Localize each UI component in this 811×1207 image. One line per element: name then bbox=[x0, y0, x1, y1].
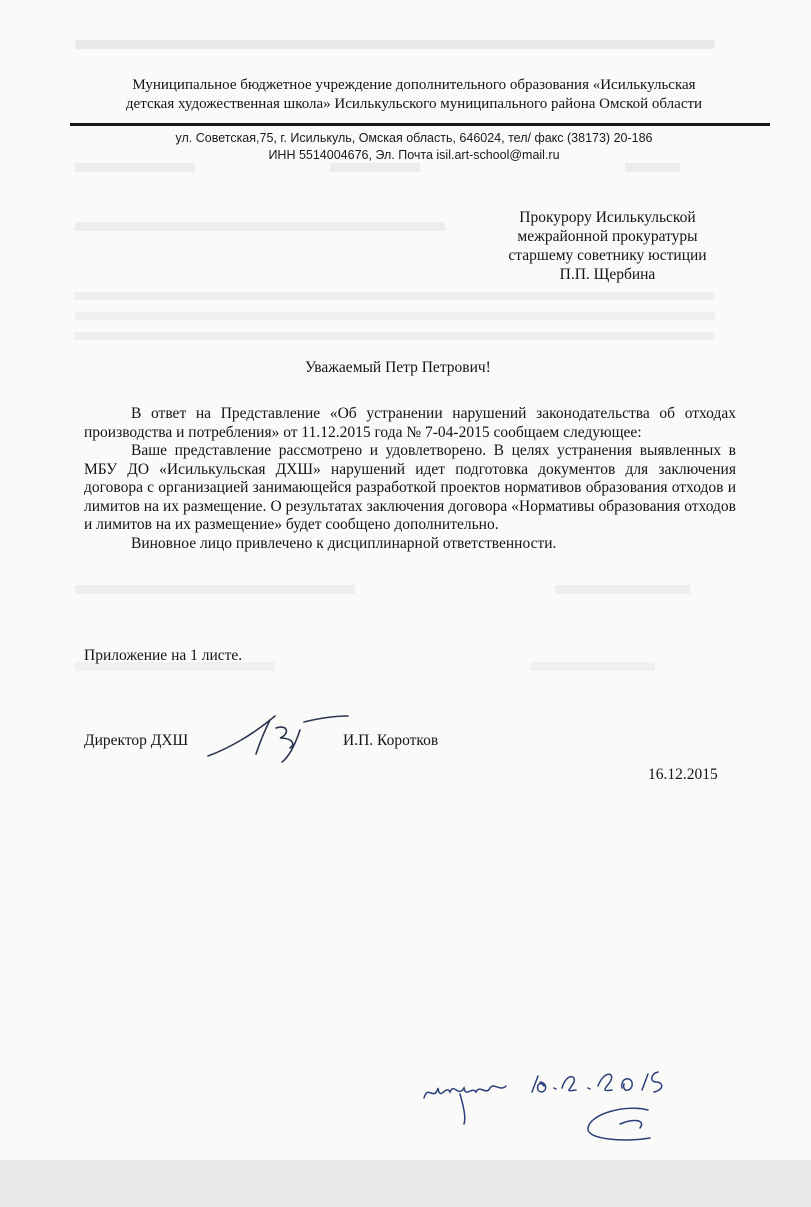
addressee-line-4: П.П. Щербина bbox=[559, 266, 656, 283]
addressee-block bbox=[470, 208, 745, 284]
institution-header bbox=[84, 76, 744, 114]
header-divider bbox=[70, 123, 770, 126]
attachment-note: Приложение на 1 листе. bbox=[84, 647, 243, 664]
signatory-role: Директор ДХШ bbox=[84, 732, 189, 749]
institution-contacts bbox=[84, 130, 744, 164]
addressee-line-3: старшему советнику юстиции bbox=[508, 247, 707, 264]
body-paragraph-3: Виновное лицо привлечено к дисциплинарной ответственности. bbox=[131, 534, 557, 552]
contacts-tax-email: ИНН 5514004676, Эл. Почта isil.art-school@mail.ru bbox=[268, 148, 560, 162]
addressee-line-1: Прокурору Исилькульской bbox=[519, 209, 696, 226]
institution-name-line-1: Муниципальное бюджетное учреждение дополнительного образования «Исилькульская bbox=[132, 77, 696, 93]
greeting: Уважаемый Петр Петрович! bbox=[305, 359, 491, 376]
letter-body bbox=[84, 405, 736, 553]
handwritten-received-note bbox=[420, 1058, 710, 1153]
addressee-line-2: межрайонной прокуратуры bbox=[517, 228, 698, 245]
director-signature bbox=[200, 708, 350, 768]
body-paragraph-1: В ответ на Представление «Об устранении нарушений законодательства об отходах производства и потребления» от 11.12.2015 года № 7-04-2015 сообщаем следующее: bbox=[84, 405, 736, 441]
signatory-name: И.П. Коротков bbox=[343, 732, 439, 749]
body-paragraph-2: Ваше представление рассмотрено и удовлетворено. В целях устранения выявленных в МБУ ДО «Исилькульская ДХШ» нарушений идет подготовка документов для заключения договора с организацией занимающейся разработкой проектов нормативов образования отходов и лимитов на их размещение. О результатах заключения договора «Нормативы образования отходов и лимитов на их размещение» будет сообщено дополнительно. bbox=[84, 442, 736, 533]
letter-date: 16.12.2015 bbox=[648, 766, 718, 783]
scan-bottom-edge bbox=[0, 1160, 811, 1207]
contacts-address: ул. Советская,75, г. Исилькуль, Омская область, 646024, тел/ факс (38173) 20-186 bbox=[175, 131, 653, 145]
institution-name-line-2: детская художественная школа» Исилькульского муниципального района Омской области bbox=[125, 96, 703, 112]
